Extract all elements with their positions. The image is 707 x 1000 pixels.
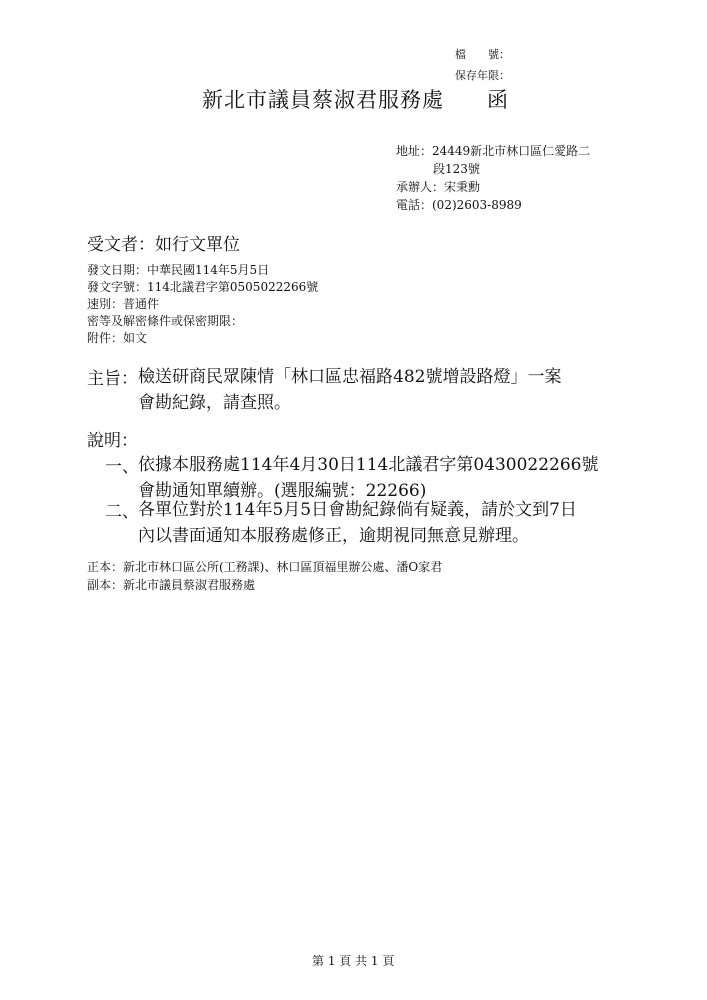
document-number: 發文字號：114北議君字第0505022266號 [87, 280, 319, 294]
delivery-speed: 速別：普通件 [87, 297, 160, 311]
address-line-1: 地址：24449新北市林口區仁愛路二 [396, 144, 591, 158]
secrecy-level: 密等及解密條件或保密期限： [87, 314, 244, 328]
explanation-item-2-marker: 二、 [105, 502, 139, 522]
explanation-item-1-line-1: 依據本服務處114年4月30日114北議君字第0430022266號 [138, 455, 599, 475]
explanation-item-2-line-1: 各單位對於114年5月5日會勘紀錄倘有疑義，請於文到7日 [138, 500, 577, 520]
meta-block [87, 262, 318, 347]
explanation-item-2-line-2: 內以書面通知本服務處修正，逾期視同無意見辦理。 [138, 526, 529, 546]
document-type: 函 [487, 88, 509, 112]
document-title: 新北市議員蔡淑君服務處 [202, 88, 444, 112]
handler-line: 承辦人：宋秉勳 [396, 180, 481, 194]
subject-label: 主旨： [87, 369, 138, 389]
attachment: 附件：如文 [87, 331, 148, 345]
issue-date: 發文日期：中華民國114年5月5日 [87, 263, 270, 277]
retention-period-label: 保存年限： [455, 69, 510, 82]
explanation-label: 說明： [87, 431, 138, 451]
file-number-label: 檔 號： [455, 48, 510, 61]
copy-recipients: 副本：新北市議員蔡淑君服務處 [87, 578, 256, 592]
subject-line-2: 會勘紀錄，請查照。 [138, 393, 291, 413]
explanation-item-2 [138, 497, 577, 549]
recipient-line: 受文者：如行文單位 [87, 235, 240, 255]
explanation-item-1-marker: 一、 [105, 457, 139, 477]
subject-line-1: 檢送研商民眾陳情「林口區忠福路482號增設路燈」一案 [138, 367, 562, 387]
address-block [396, 142, 590, 214]
address-line-2: 段123號 [433, 162, 480, 176]
explanation-item-1-line-2: 會勘通知單續辦。(選服編號：22266) [138, 481, 427, 501]
original-recipients: 正本：新北市林口區公所(工務課)、林口區頂福里辦公處、潘O家君 [87, 560, 443, 574]
phone-line: 電話：(02)2603-8989 [396, 198, 522, 212]
subject-text [138, 364, 561, 416]
page-number: 第 1 頁 共 1 頁 [312, 954, 395, 968]
